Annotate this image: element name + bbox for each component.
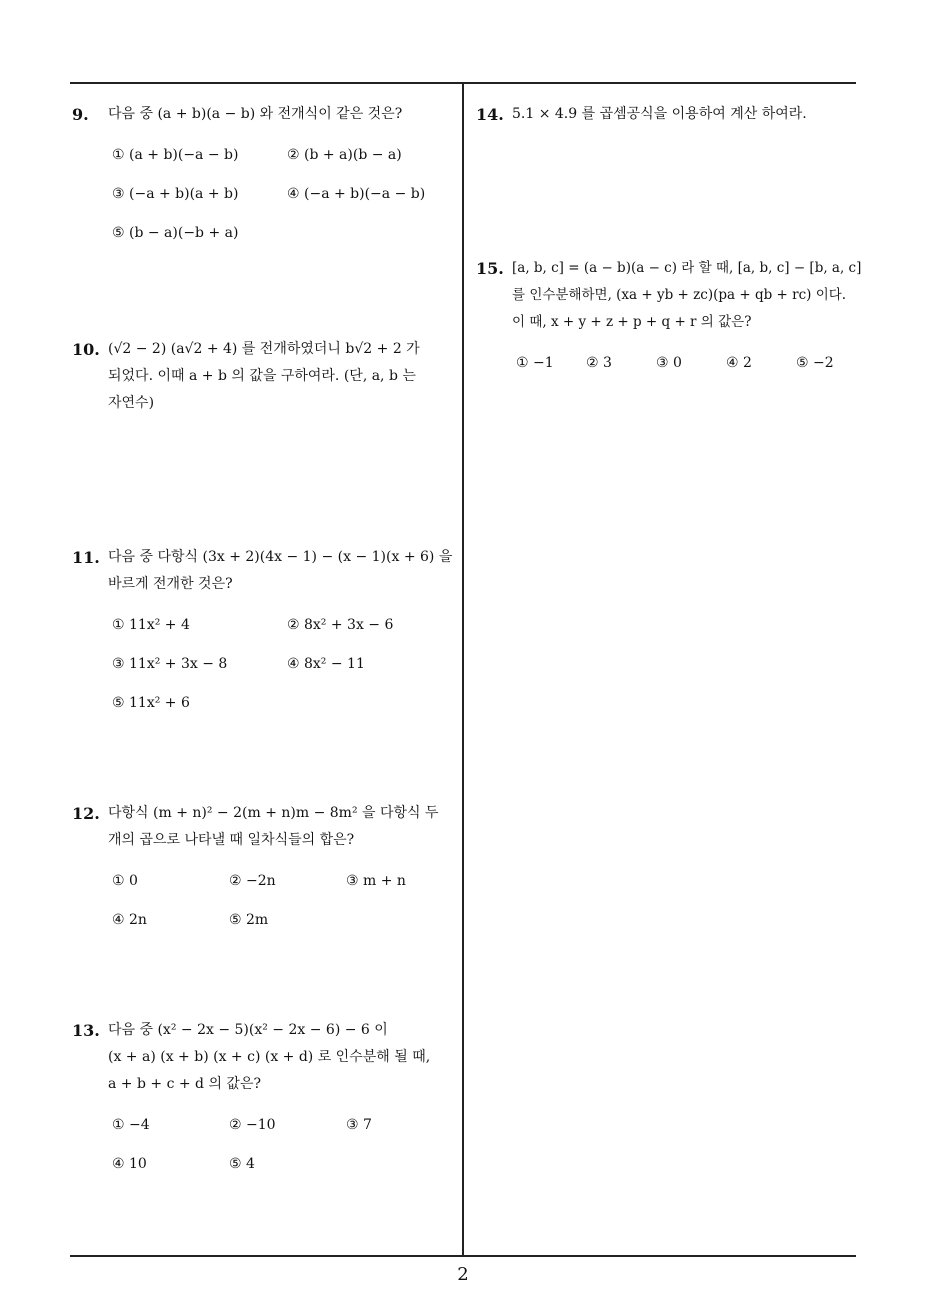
question-stem: [108, 1017, 452, 1098]
stem-line: a + b + c + d 의 값은?: [108, 1076, 261, 1092]
question-stem: [512, 255, 861, 336]
stem-line: 를 인수분해하면, (xa + yb + zc)(pa + qb + rc) 이다.: [512, 287, 847, 303]
option-1[interactable]: ① 0: [112, 873, 138, 889]
stem-line: 5.1 × 4.9 를 곱셈공식을 이용하여 계산 하여라.: [512, 106, 807, 122]
question-stem: [512, 101, 861, 128]
question-stem: [108, 544, 452, 598]
column-divider: [462, 82, 464, 1257]
option-5[interactable]: ⑤ (b − a)(−b + a): [112, 225, 239, 241]
stem-line: 다음 중 (a + b)(a − b) 와 전개식이 같은 것은?: [108, 106, 403, 122]
question-10: [72, 336, 452, 417]
stem-line: (x + a) (x + b) (x + c) (x + d) 로 인수분해 될 때,: [108, 1049, 431, 1065]
question-number: 10.: [72, 340, 100, 359]
options: [112, 612, 452, 730]
option-1[interactable]: ① (a + b)(−a − b): [112, 147, 239, 163]
option-2[interactable]: ② (b + a)(b − a): [287, 147, 402, 163]
question-number: 9.: [72, 105, 89, 124]
option-4[interactable]: ④ 2: [726, 355, 752, 371]
question-number: 15.: [476, 259, 504, 278]
stem-line: 바르게 전개한 것은?: [108, 576, 233, 592]
option-3[interactable]: ③ 11x² + 3x − 8: [112, 656, 228, 672]
question-11: [72, 544, 452, 730]
options: [112, 868, 452, 948]
question-number: 13.: [72, 1021, 100, 1040]
option-5[interactable]: ⑤ 4: [229, 1156, 255, 1172]
question-number: 14.: [476, 105, 504, 124]
option-3[interactable]: ③ m + n: [346, 873, 406, 889]
stem-line: 다음 중 (x² − 2x − 5)(x² − 2x − 6) − 6 이: [108, 1022, 388, 1038]
option-1[interactable]: ① 11x² + 4: [112, 617, 190, 633]
option-5[interactable]: ⑤ 11x² + 6: [112, 695, 190, 711]
question-12: [72, 800, 452, 948]
option-4[interactable]: ④ 10: [112, 1156, 147, 1172]
question-number: 11.: [72, 548, 100, 567]
options: [112, 1112, 452, 1192]
question-number: 12.: [72, 804, 100, 823]
stem-line: 자연수): [108, 395, 155, 411]
option-4[interactable]: ④ 8x² − 11: [287, 656, 365, 672]
option-5[interactable]: ⑤ 2m: [229, 912, 269, 928]
question-13: [72, 1017, 452, 1192]
option-2[interactable]: ② 8x² + 3x − 6: [287, 617, 394, 633]
question-stem: [108, 101, 452, 128]
option-2[interactable]: ② 3: [586, 355, 612, 371]
option-3[interactable]: ③ 7: [346, 1117, 372, 1133]
option-3[interactable]: ③ 0: [656, 355, 682, 371]
options: [112, 142, 452, 260]
stem-line: 다항식 (m + n)² − 2(m + n)m − 8m² 을 다항식 두: [108, 805, 439, 821]
option-3[interactable]: ③ (−a + b)(a + b): [112, 186, 239, 202]
page-number: 2: [457, 1264, 469, 1285]
question-15: [476, 255, 861, 380]
option-4[interactable]: ④ 2n: [112, 912, 147, 928]
question-9: [72, 101, 452, 260]
stem-line: 다음 중 다항식 (3x + 2)(4x − 1) − (x − 1)(x + 6) 을: [108, 549, 453, 565]
option-1[interactable]: ① −1: [516, 355, 554, 371]
stem-line: (√2 − 2) (a√2 + 4) 를 전개하였더니 b√2 + 2 가: [108, 341, 420, 357]
question-stem: [108, 800, 452, 854]
option-1[interactable]: ① −4: [112, 1117, 150, 1133]
stem-line: 개의 곱으로 나타낼 때 일차식들의 합은?: [108, 832, 355, 848]
option-2[interactable]: ② −2n: [229, 873, 276, 889]
option-2[interactable]: ② −10: [229, 1117, 276, 1133]
question-14: [476, 101, 861, 128]
bottom-rule: [70, 1255, 856, 1257]
option-4[interactable]: ④ (−a + b)(−a − b): [287, 186, 426, 202]
stem-line: 되었다. 이때 a + b 의 값을 구하여라. (단, a, b 는: [108, 368, 416, 384]
stem-line: 이 때, x + y + z + p + q + r 의 값은?: [512, 314, 752, 330]
stem-line: [a, b, c] = (a − b)(a − c) 라 할 때, [a, b, c] − [b, a, c]: [512, 260, 862, 276]
question-stem: [108, 336, 452, 417]
options: [516, 350, 861, 380]
option-5[interactable]: ⑤ −2: [796, 355, 834, 371]
